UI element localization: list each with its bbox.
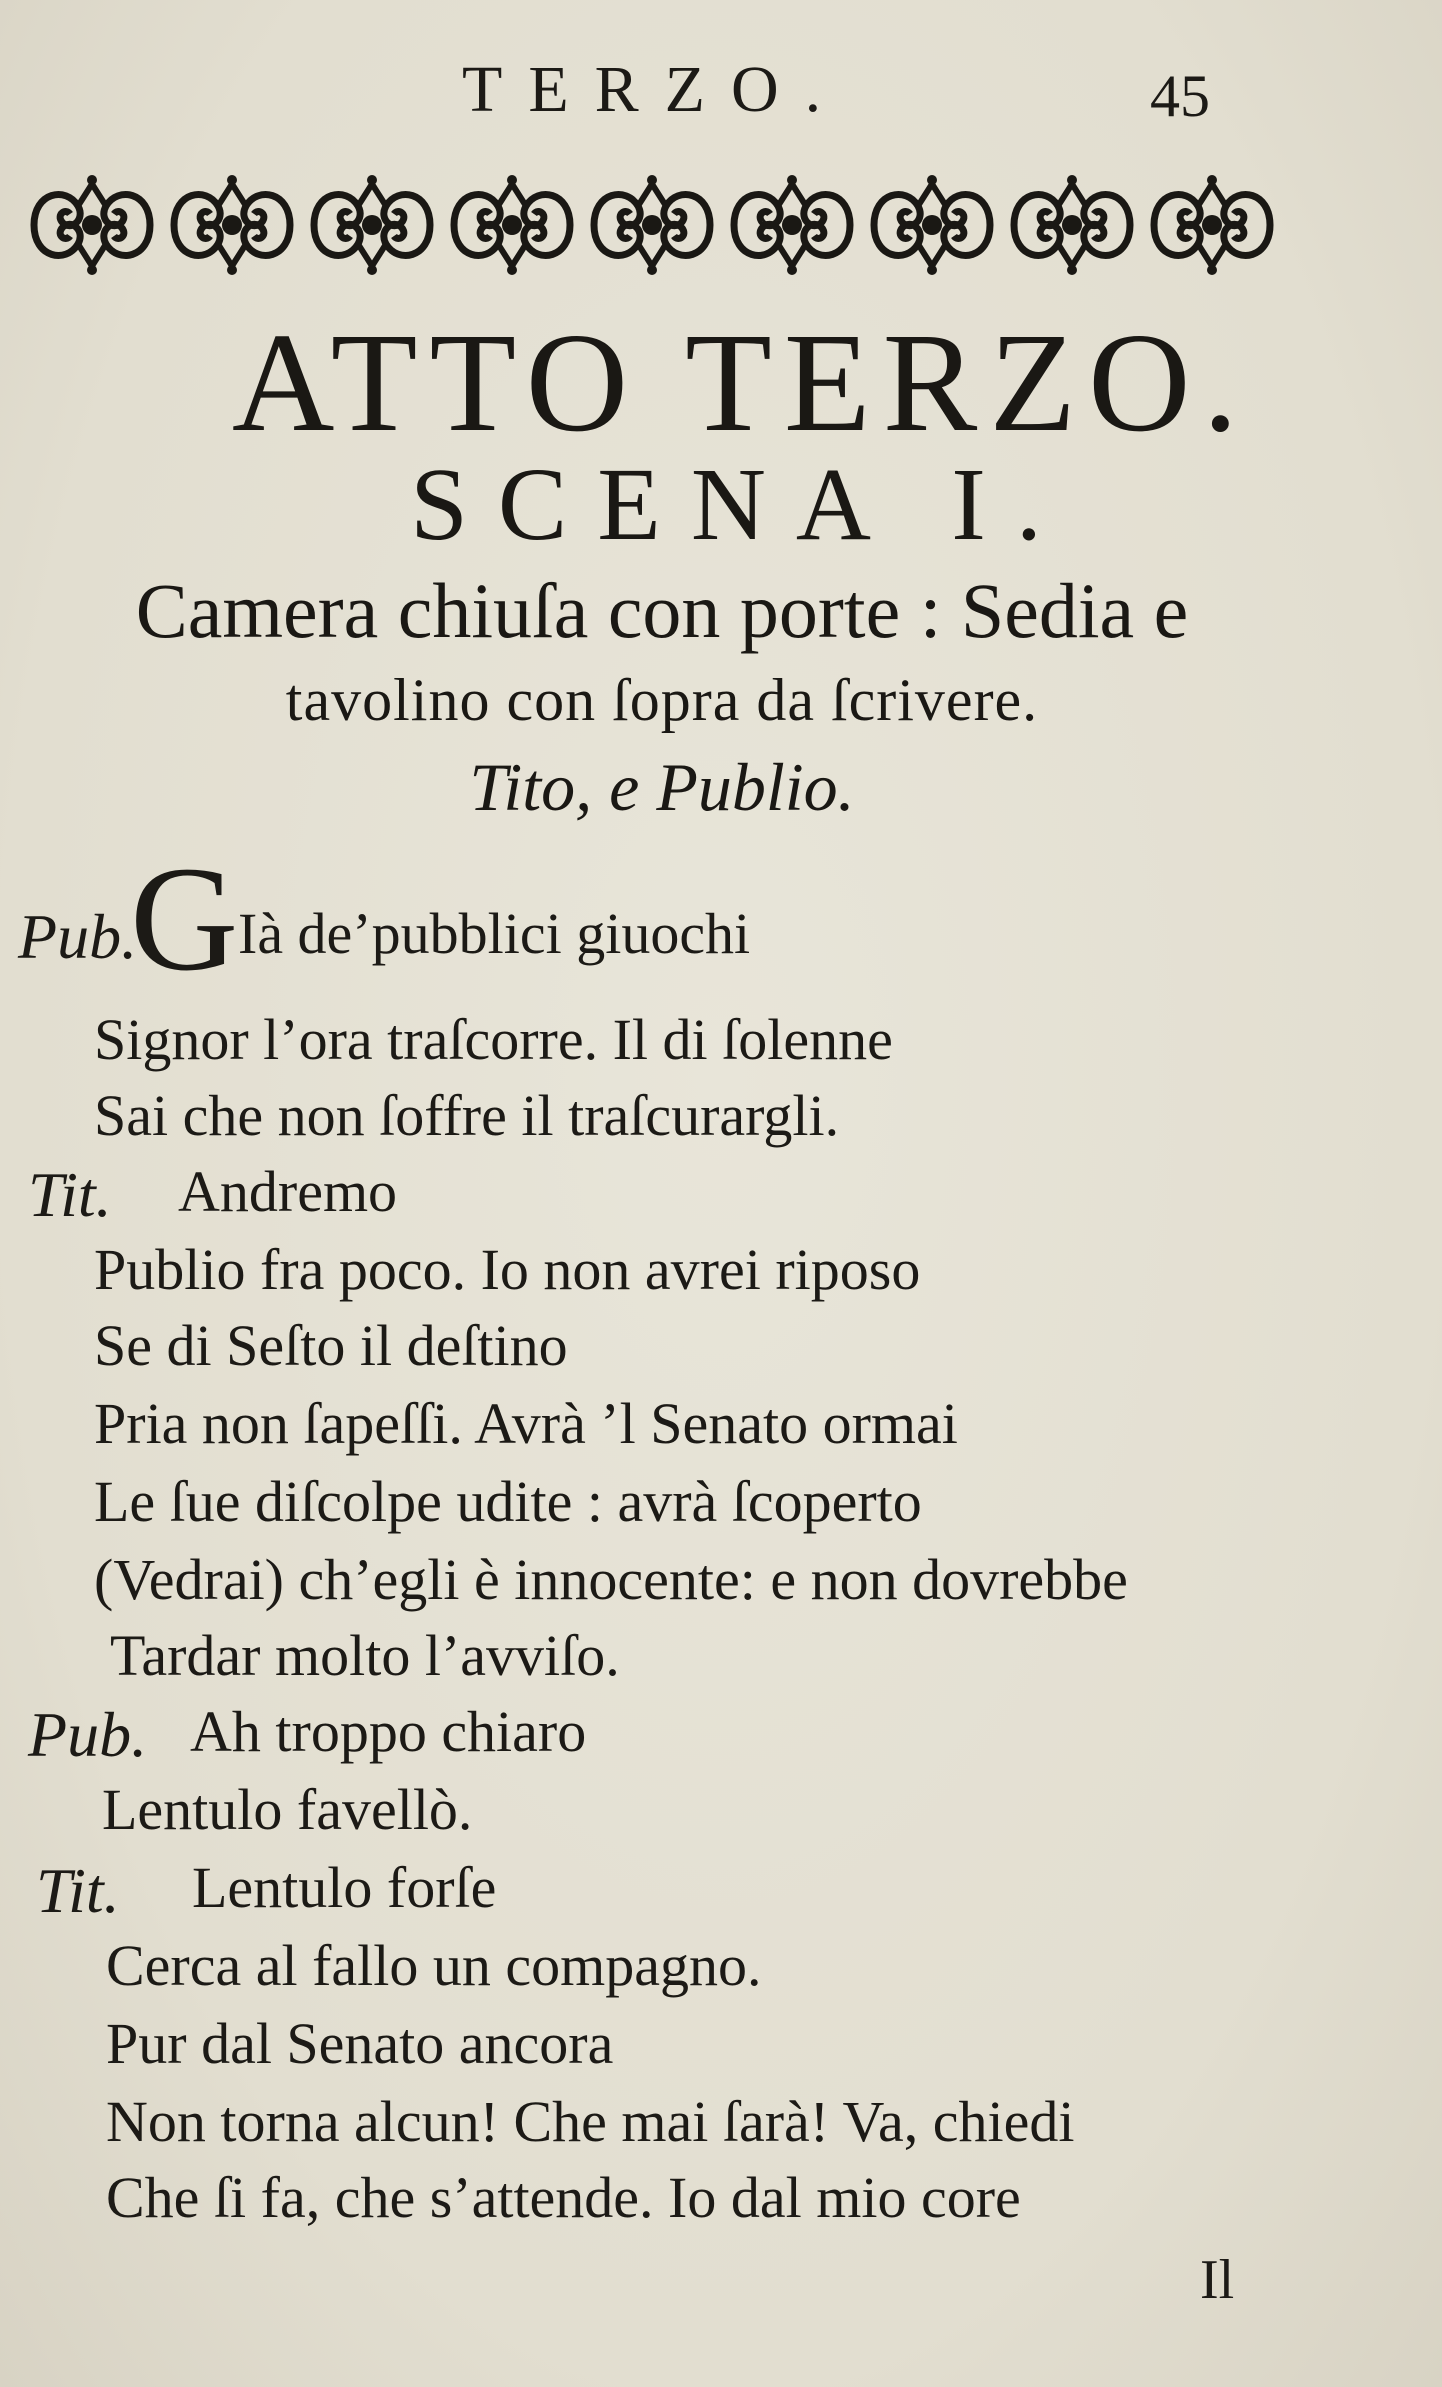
- drop-cap-initial: G: [130, 836, 239, 1002]
- verse-text: Lentulo favellò.: [102, 1777, 473, 1842]
- page-number: 45: [1150, 63, 1210, 129]
- verse-text: Non torna alcun! Che mai ſarà! Va, chiedi: [106, 2089, 1075, 2154]
- speaker-label: Tit.: [28, 1159, 112, 1230]
- verse-text: Tardar molto l’avviſo.: [110, 1623, 620, 1688]
- running-head: [0, 52, 1442, 132]
- verse-text: Andremo: [178, 1159, 398, 1224]
- verse-line: [0, 1776, 1442, 1854]
- verse-text: Publio fra poco. Io non avrei riposo: [94, 1237, 921, 1302]
- verse-text: (Vedrai) ch’egli è innocente: e non dovrebbe: [94, 1547, 1128, 1612]
- speaker-label: Pub.: [28, 1699, 148, 1770]
- verse-text: Pur dal Senato ancora: [106, 2011, 614, 2076]
- verse-line: [0, 1390, 1442, 1468]
- verse-text: Che ſi fa, che s’attende. Io dal mio core: [106, 2165, 1021, 2230]
- act-title: ATTO TERZO.: [231, 303, 1251, 461]
- verse-text: Cerca al fallo un compagno.: [106, 1933, 762, 1998]
- speaker-label: Pub.: [18, 901, 138, 972]
- verse-line: [0, 836, 1442, 1002]
- printers-ornament-band: [26, 172, 1286, 278]
- verse-line: [0, 1622, 1442, 1700]
- verse-line: [0, 1006, 1442, 1084]
- verse-line: [0, 1468, 1442, 1546]
- verse-line: [0, 2010, 1442, 2088]
- verse-text: Lentulo forſe: [192, 1855, 497, 1920]
- characters-on-stage: Tito, e Publio.: [469, 749, 855, 825]
- verse-text: Pria non ſapeſſi. Avrà ’l Senato ormai: [94, 1391, 958, 1456]
- verse-text: Ià de’pubblici giuochi: [238, 901, 751, 966]
- verse-line: [0, 2088, 1442, 2166]
- verse-line: [0, 1082, 1442, 1160]
- verse-line: [0, 1158, 1442, 1236]
- verse-text: Le ſue diſcolpe udite : avrà ſcoperto: [94, 1469, 922, 1534]
- verse-line: [0, 2164, 1442, 2242]
- verse-text: Sai che non ſoffre il traſcurargli.: [94, 1083, 840, 1148]
- verse-line: [0, 1854, 1442, 1932]
- verse-text: Ah troppo chiaro: [190, 1699, 587, 1764]
- catchword: Il: [1200, 2249, 1235, 2311]
- verse-line: [0, 1312, 1442, 1390]
- verse-line: [0, 1932, 1442, 2010]
- verse-line: [0, 1698, 1442, 1776]
- scene-title: SCENA I.: [410, 447, 1072, 562]
- running-title: TERZO.: [462, 53, 848, 126]
- verse-text: Se di Seſto il deſtino: [94, 1313, 568, 1378]
- stage-direction-line-2: tavolino con ſopra da ſcrivere.: [285, 667, 1039, 733]
- verse-text: Signor l’ora traſcorre. Il di ſolenne: [94, 1007, 893, 1072]
- verse-line: [0, 1236, 1442, 1314]
- speaker-label: Tit.: [36, 1855, 120, 1926]
- verse-line: [0, 1546, 1442, 1624]
- stage-direction-line-1: Camera chiuſa con porte : Sedia e: [135, 567, 1189, 654]
